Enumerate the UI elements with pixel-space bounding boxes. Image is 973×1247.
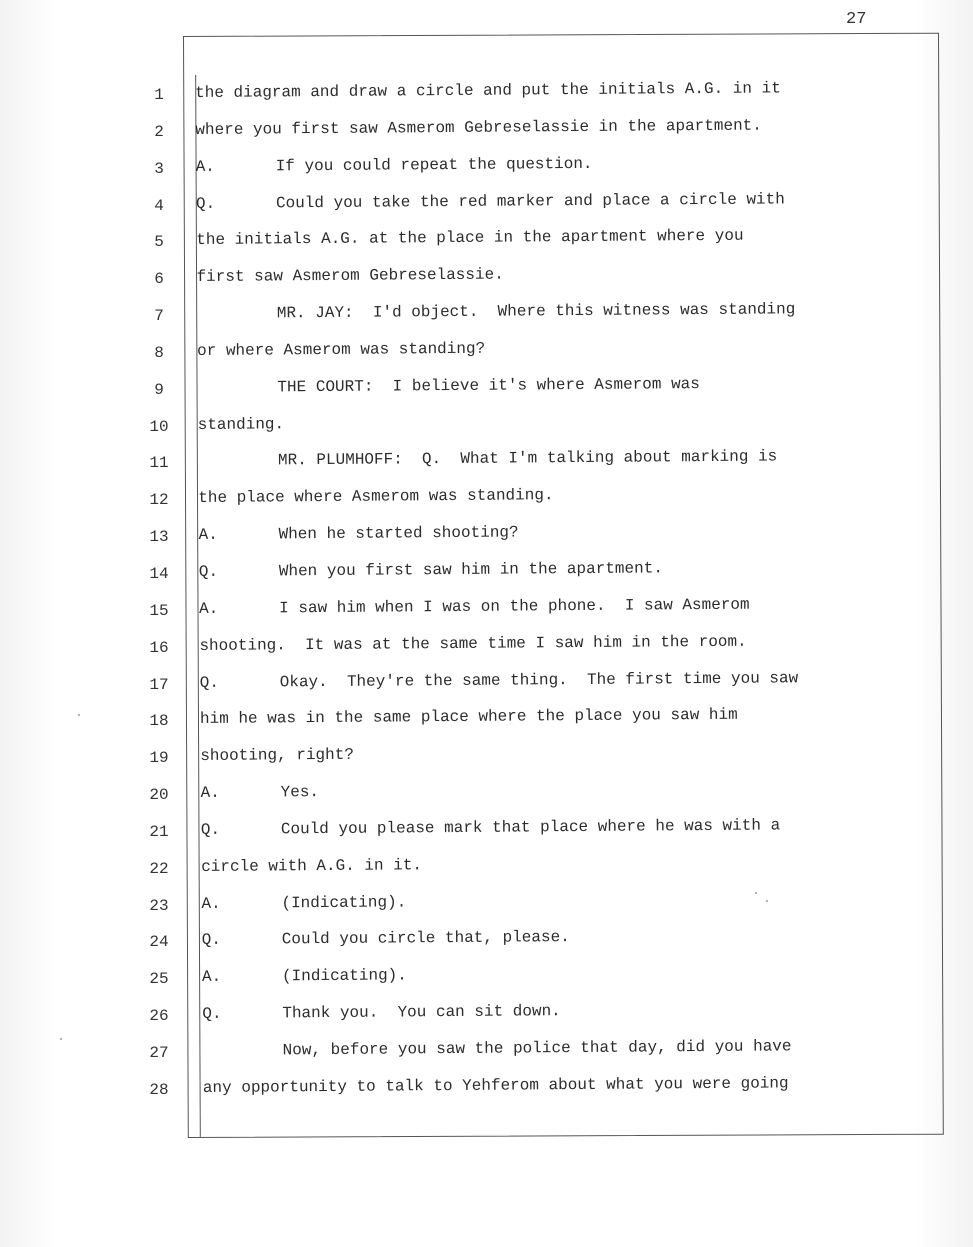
line-text: MR. PLUMHOFF: Q. What I'm talking about marking is xyxy=(277,447,778,470)
transcript-line xyxy=(198,408,933,451)
line-text: standing. xyxy=(197,414,285,434)
line-number: 24 xyxy=(149,933,169,952)
line-text: (Indicating). xyxy=(281,966,407,986)
transcript-line xyxy=(196,150,931,193)
transcript-line xyxy=(195,113,930,156)
line-text: (Indicating). xyxy=(281,892,407,912)
transcript-line xyxy=(197,371,932,414)
transcript-line xyxy=(200,666,935,709)
line-number: 14 xyxy=(149,564,169,583)
line-text: first saw Asmerom Gebreselassie. xyxy=(196,265,504,287)
line-text: Now, before you saw the police that day, did you have xyxy=(282,1037,792,1060)
transcript-line xyxy=(202,960,937,1003)
line-text: Could you circle that, please. xyxy=(281,928,570,949)
line-number: 3 xyxy=(154,159,164,178)
transcript-line xyxy=(201,850,936,893)
transcript-line xyxy=(199,592,934,635)
transcript-line xyxy=(200,739,935,782)
line-text: the initials A.G. at the place in the apartment where you xyxy=(196,227,744,250)
transcript-line xyxy=(201,887,936,930)
transcript-line xyxy=(196,187,931,230)
speaker-label: Q. xyxy=(202,1004,222,1024)
speaker-label: Q. xyxy=(199,673,219,692)
line-text: MR. JAY: I'd object. Where this witness was standing xyxy=(276,300,796,323)
speaker-label: Q. xyxy=(195,194,216,213)
line-number: 6 xyxy=(154,270,164,289)
transcript-line xyxy=(203,1071,938,1114)
transcript-line xyxy=(196,224,931,267)
speaker-label: A. xyxy=(199,599,219,618)
transcript-line xyxy=(200,776,935,819)
line-text: When he started shooting? xyxy=(278,523,519,544)
line-text: any opportunity to talk to Yehferom about what you were going xyxy=(202,1074,789,1097)
line-text: Okay. They're the same thing. The first time you saw xyxy=(279,668,799,691)
page-number: 27 xyxy=(846,10,867,29)
line-number: 15 xyxy=(149,601,169,620)
line-text: the diagram and draw a circle and put the initials A.G. in it xyxy=(195,79,781,102)
line-number: 12 xyxy=(149,491,169,510)
line-text: where you first saw Asmerom Gebreselassie in the apartment. xyxy=(195,116,762,139)
line-text: Yes. xyxy=(280,783,320,802)
line-number: 25 xyxy=(149,970,169,989)
line-text: I saw him when I was on the phone. I saw Asmerom xyxy=(279,595,750,618)
line-number: 8 xyxy=(154,343,164,362)
line-number: 9 xyxy=(154,380,164,399)
line-number: 7 xyxy=(154,307,164,326)
line-number: 5 xyxy=(154,233,164,252)
line-text: THE COURT: I believe it's where Asmerom was xyxy=(277,374,700,397)
transcript-line xyxy=(199,629,934,672)
transcript-line xyxy=(201,813,936,856)
transcript-line xyxy=(195,76,930,119)
speaker-label: A. xyxy=(201,894,221,913)
speaker-label: Q. xyxy=(198,562,219,581)
line-number: 16 xyxy=(149,638,169,657)
line-number: 18 xyxy=(149,712,169,731)
line-text: Could you take the red marker and place a circle with xyxy=(275,189,785,212)
transcript-line xyxy=(203,1034,938,1077)
line-number: 19 xyxy=(149,749,169,768)
line-number: 17 xyxy=(149,675,169,694)
line-text: If you could repeat the question. xyxy=(275,154,593,176)
line-number: 13 xyxy=(149,528,169,547)
line-number: 22 xyxy=(149,859,169,878)
speaker-label: A. xyxy=(200,783,220,803)
transcript-line xyxy=(198,481,933,524)
transcript-line xyxy=(198,445,933,488)
transcript-line xyxy=(196,260,931,303)
speaker-label: A. xyxy=(198,525,218,545)
line-text: him he was in the same place where the place you saw him xyxy=(199,706,738,729)
line-number: 4 xyxy=(154,196,164,215)
scan-speck xyxy=(60,1038,62,1040)
transcript-body xyxy=(195,76,938,1113)
speaker-label: Q. xyxy=(200,820,221,839)
line-number: 27 xyxy=(149,1043,169,1062)
scan-speck xyxy=(755,892,757,894)
line-number: 20 xyxy=(149,786,169,805)
scan-speck xyxy=(78,714,80,716)
line-number: 1 xyxy=(154,86,164,104)
speaker-label: Q. xyxy=(201,931,222,950)
transcript-line xyxy=(199,555,934,598)
line-text: shooting. It was at the same time I saw him in the room. xyxy=(199,632,747,655)
speaker-label: A. xyxy=(195,157,215,176)
transcript-line xyxy=(198,518,933,561)
scan-speck xyxy=(766,900,768,902)
line-number: 21 xyxy=(149,822,169,841)
transcript-line xyxy=(200,703,935,746)
line-text: circle with A.G. in it. xyxy=(201,855,423,876)
line-text: shooting, right? xyxy=(200,745,354,766)
speaker-label: A. xyxy=(201,968,222,987)
line-text: the place where Asmerom was standing. xyxy=(198,486,554,508)
line-number: 28 xyxy=(149,1080,169,1099)
transcript-line xyxy=(197,334,932,377)
transcript-line xyxy=(202,997,937,1040)
transcript-line xyxy=(202,924,937,967)
line-number-column xyxy=(140,84,178,1116)
line-text: or where Asmerom was standing? xyxy=(197,339,486,360)
line-text: Could you please mark that place where he was with a xyxy=(280,816,781,839)
line-number: 11 xyxy=(149,454,169,473)
line-number: 10 xyxy=(149,417,169,436)
line-text: Thank you. You can sit down. xyxy=(282,1002,561,1023)
line-text: When you first saw him in the apartment. xyxy=(278,559,663,581)
line-number: 2 xyxy=(154,122,164,141)
line-number: 26 xyxy=(149,1007,169,1026)
transcript-line xyxy=(197,297,932,340)
line-number: 23 xyxy=(149,896,169,915)
